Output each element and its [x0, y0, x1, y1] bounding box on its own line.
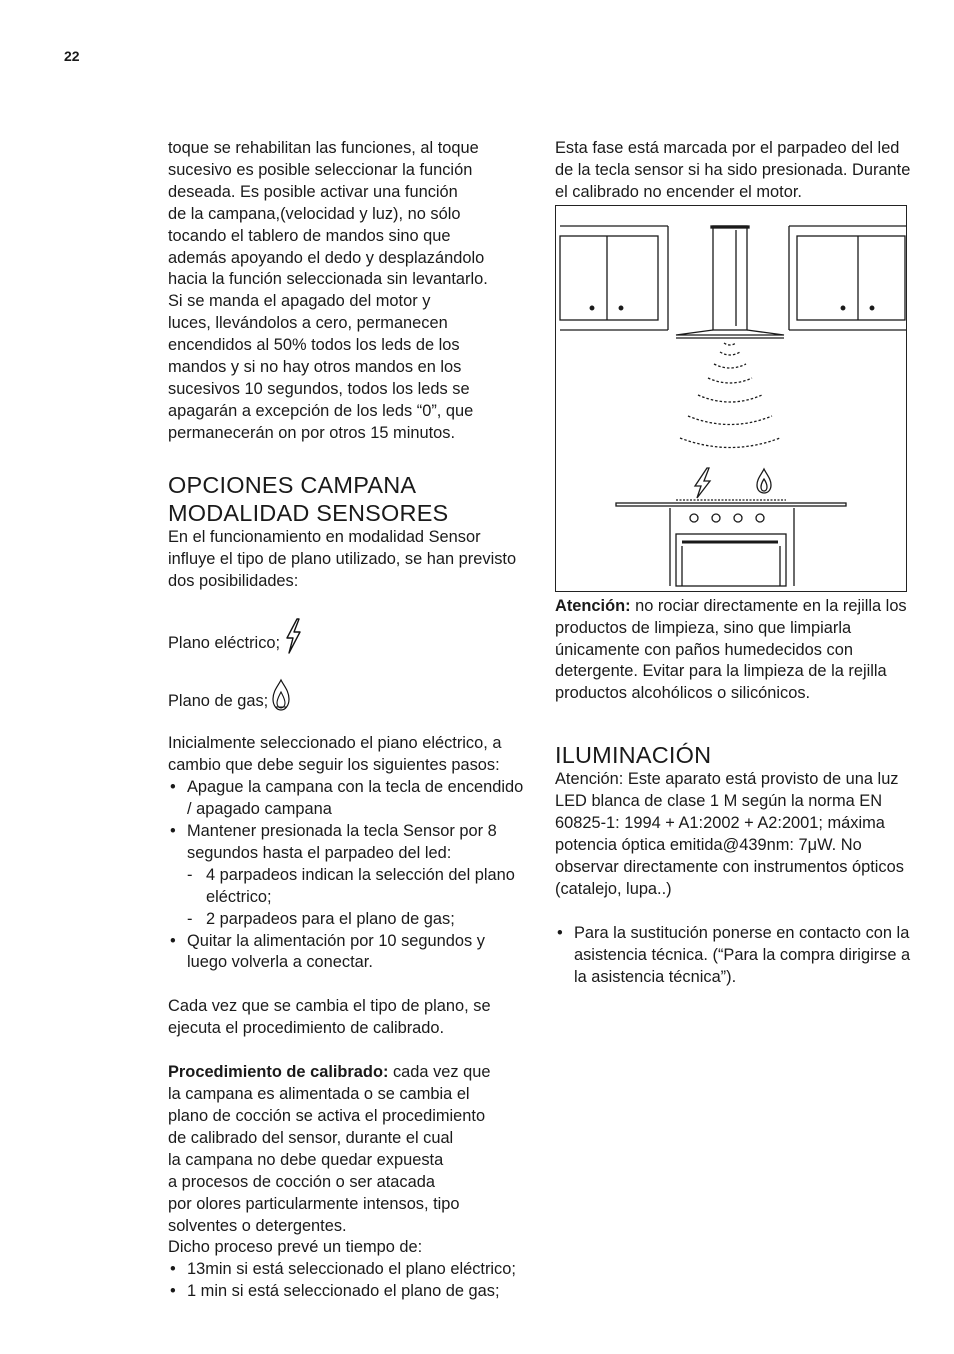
duration-list — [168, 1259, 528, 1303]
step-text: Mantener presionada la tecla Sensor por 8 segundos hasta el parpadeo del led: — [187, 822, 497, 862]
procedure-label: Procedimiento de calibrado: — [168, 1063, 389, 1082]
procedure-line — [168, 1062, 528, 1084]
intro-line: deseada. Es posible activar una función — [168, 182, 458, 201]
procedure-line: por olores particularmente intensos, tipo — [168, 1194, 460, 1213]
intro-line: de la campana,(velocidad y luz), no sólo — [168, 204, 461, 223]
intro-line: encendidos al 50% todos los leds de los — [168, 336, 460, 355]
left-wall-cabinet — [560, 226, 668, 330]
procedure-line: solventes o detergentes. — [168, 1216, 347, 1235]
right-column — [555, 138, 915, 988]
heading-line: MODALIDAD SENSORES — [168, 499, 449, 526]
procedure-line: de calibrado del sensor, durante el cual — [168, 1128, 454, 1147]
oven — [676, 514, 786, 586]
intro-line: apagarán a excepción de los leds “0”, que — [168, 401, 474, 420]
heading-line: OPCIONES CAMPANA — [168, 471, 417, 498]
intro-line: hacia la función seleccionada sin levantarlo. — [168, 270, 488, 289]
gas-plane-line — [168, 672, 528, 712]
procedure-text: cada vez que — [392, 1063, 491, 1082]
intro-paragraph — [168, 138, 528, 445]
intro-line: permanecerán on por otros 15 minutos. — [168, 423, 455, 442]
step-item: • Apague la campana con la tecla de encendido / apagado campana — [168, 777, 528, 821]
page-number: 22 — [64, 48, 80, 64]
phase-text: Esta fase está marcada por el parpadeo del led de la tecla sensor si ha sido presionada. Durante el calibrado no encender el motor. — [555, 139, 911, 201]
intro-line: tocando el tablero de mandos sino que — [168, 226, 451, 245]
intro-line: sucesivos 10 segundos, todos los leds se — [168, 379, 470, 398]
lighting-heading: ILUMINACIÓN — [555, 742, 712, 769]
electric-plane-line — [168, 614, 528, 654]
left-column — [168, 138, 528, 1303]
procedure-line: la campana no debe quedar expuesta — [168, 1150, 444, 1169]
electric-plane-label: Plano eléctrico; — [168, 633, 281, 652]
diagram-lightning-icon — [695, 468, 710, 498]
attention-text: no rociar directamente en la rejilla los productos de limpieza, sino que limpiarla únicamente con paños humedecidos con detergente. Evitar para la limpieza de la rejilla productos alcohólicos o silicónicos. — [555, 596, 907, 703]
intro-line: además apoyando el dedo y desplazándolo — [168, 248, 485, 267]
duration-item: • 13min si está seleccionado el plano eléctrico; — [168, 1259, 528, 1281]
diagram-flame-icon — [757, 469, 771, 493]
procedure-paragraph — [168, 1062, 528, 1237]
attention-label: Atención: — [555, 596, 631, 615]
lighting-text: Atención: Este aparato está provisto de una luz LED blanca de clase 1 M según la norma EN 60825-1: 1994 + A1:2002 + A2:2001; máxima potencia óptica emitida@439nm: 7μW. No observar directamente con instrumentos ópticos (catalejo, lupa..) — [555, 770, 904, 898]
step-item — [168, 821, 528, 931]
attention-paragraph — [555, 596, 915, 706]
intro-line: Si se manda el apagado del motor y — [168, 292, 431, 311]
intro-line: toque se rehabilitan las funciones, al toque — [168, 139, 479, 157]
gas-plane-label: Plano de gas; — [168, 691, 269, 710]
procedure-line: a procesos de cocción o ser atacada — [168, 1172, 435, 1191]
lighting-bullets — [555, 923, 915, 989]
hood-chimney — [676, 226, 784, 338]
lightning-bolt-icon — [283, 618, 303, 654]
sub-item: - 4 parpadeos indican la selección del plano eléctrico; — [187, 865, 528, 909]
intro-line: sucesivo es posible seleccionar la función — [168, 160, 473, 179]
procedure-line: plano de cocción se activa el procedimiento — [168, 1107, 486, 1125]
intro-line: luces, llevándolos a cero, permanecen — [168, 314, 448, 333]
duration-item: • 1 min si está seleccionado el plano de gas; — [168, 1281, 528, 1303]
lighting-bullet-item: • Para la sustitución ponerse en contacto con la asistencia técnica. (“Para la compra dirigirse a la asistencia técnica”). — [555, 923, 915, 989]
calibration-note: Cada vez que se cambia el tipo de plano, se ejecuta el procedimiento de calibrado. — [168, 997, 491, 1038]
hood-sensor-diagram — [556, 206, 906, 591]
kitchen-hood-illustration — [555, 205, 907, 592]
section-intro: En el funcionamiento en modalidad Sensor influye el tipo de plano utilizado, se han previsto dos posibilidades: — [168, 527, 517, 590]
steps-intro: Inicialmente seleccionado el piano eléctrico, a cambio que debe seguir los siguientes pasos: — [168, 734, 502, 775]
sub-item: - 2 parpadeos para el plano de gas; — [187, 909, 528, 931]
step-item: • Quitar la alimentación por 10 segundos y luego volverla a conectar. — [168, 931, 528, 975]
right-wall-cabinet — [789, 226, 906, 330]
gas-flame-icon — [271, 678, 291, 712]
duration-intro: Dicho proceso prevé un tiempo de: — [168, 1238, 423, 1257]
blink-sublist — [187, 865, 528, 931]
intro-line: mandos y si no hay otros mandos en los — [168, 358, 462, 377]
section-heading-sensor-options — [168, 471, 528, 527]
steps-list — [168, 777, 528, 974]
procedure-line: la campana es alimentada o se cambia el — [168, 1085, 470, 1104]
sensor-waves — [680, 343, 780, 448]
